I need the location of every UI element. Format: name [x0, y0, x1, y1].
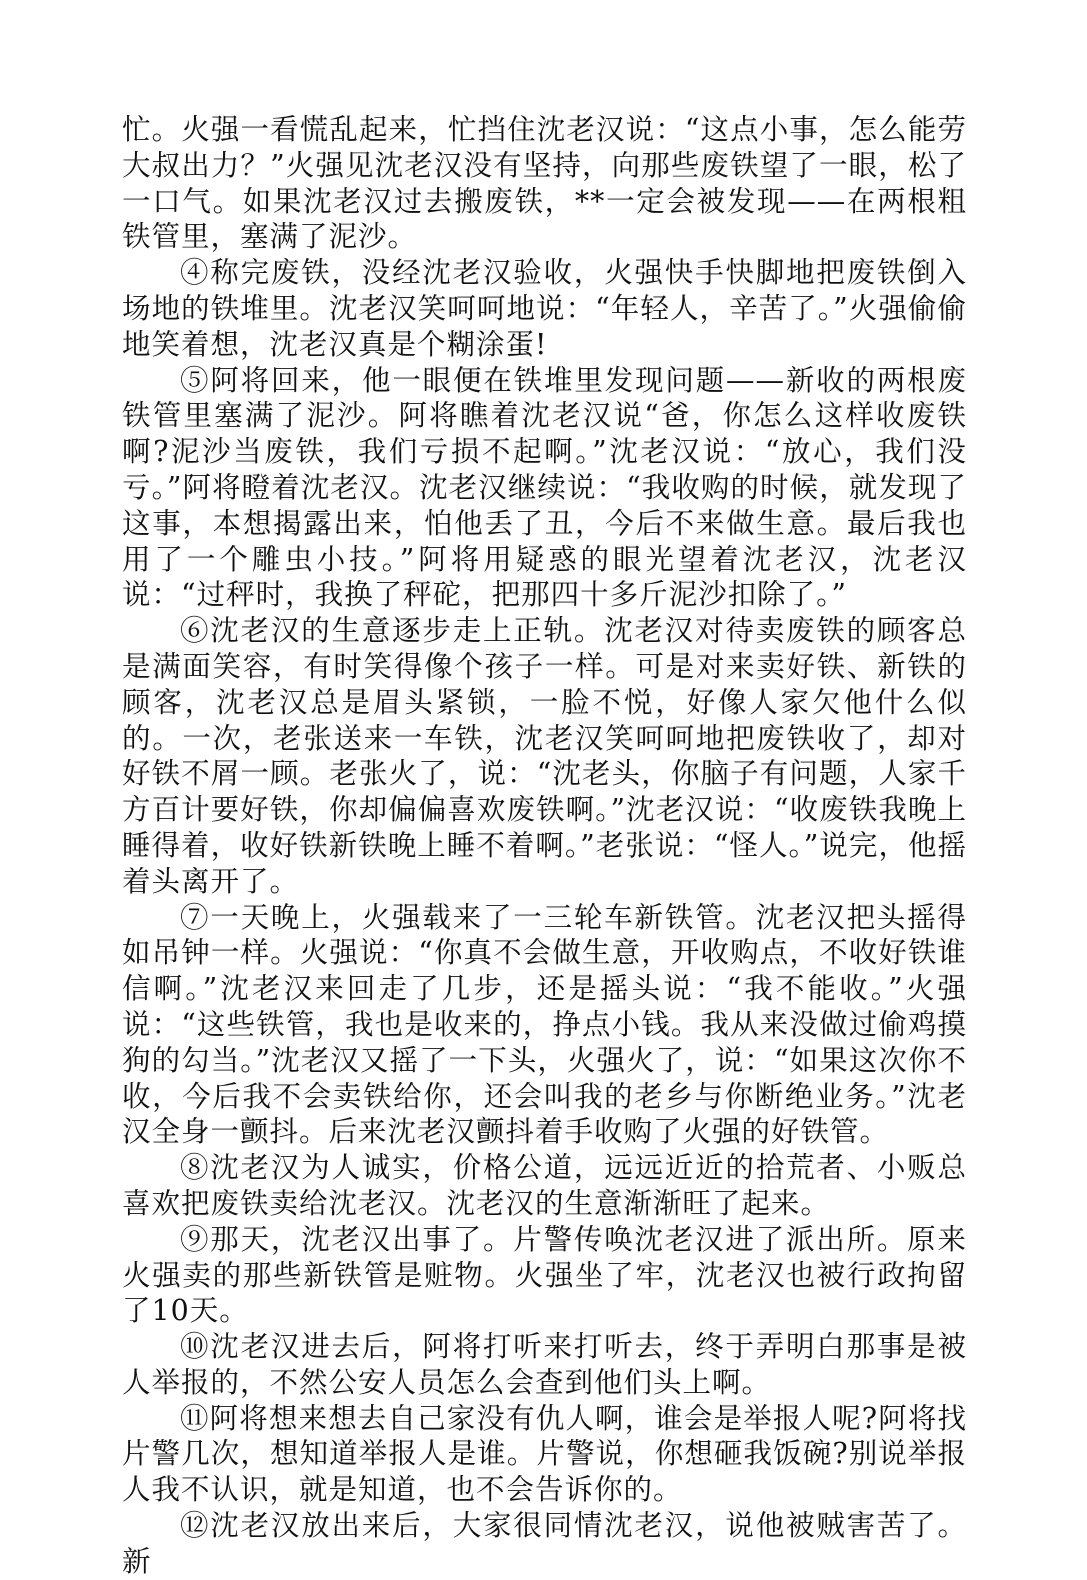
paragraph-4: ④称完废铁，没经沈老汉验收，火强快手快脚地把废铁倒入场地的铁堆里。沈老汉笑呵呵地说：“年轻人，辛苦了。”火强偷偷地笑着想，沈老汉真是个糊涂蛋!: [122, 256, 967, 361]
paragraph-6: ⑥沈老汉的生意逐步走上正轨。沈老汉对待卖废铁的顾客总是满面笑容，有时笑得像个孩子一样。可是对来卖好铁、新铁的顾客，沈老汉总是眉头紧锁，一脸不悦，好像人家欠他什么似的。一次，老张送来一车铁，沈老汉笑呵呵地把废铁收了，却对好铁不屑一顾。老张火了，说：“沈老头，你脑子有问题，人家千方百计要好铁，你却偏偏喜欢废铁啊。”沈老汉说：“收废铁我晚上睡得着，收好铁新铁晚上睡不着啊。”老张说：“怪人。”说完，他摇着头离开了。: [122, 614, 967, 898]
paragraph-11: ⑪阿将想来想去自己家没有仇人啊，谁会是举报人呢?阿将找片警几次，想知道举报人是谁。片警说，你想砸我饭碗?别说举报人我不认识，就是知道，也不会告诉你的。: [122, 1401, 967, 1507]
paragraph-12: ⑫沈老汉放出来后，大家很同情沈老汉，说他被贼害苦了。新: [122, 1509, 967, 1578]
paragraph-9: ⑨那天，沈老汉出事了。片警传唤沈老汉进了派出所。原来火强卖的那些新铁管是赃物。火强坐了牢，沈老汉也被行政拘留了10天。: [122, 1222, 967, 1328]
paragraph-10: ⑩沈老汉进去后，阿将打听来打听去，终于弄明白那事是被人举报的，不然公安人员怎么会查到他们头上啊。: [122, 1330, 967, 1399]
paragraph-7: ⑦一天晚上，火强载来了一三轮车新铁管。沈老汉把头摇得如吊钟一样。火强说：“你真不会做生意，开收购点，不收好铁谁信啊。”沈老汉来回走了几步，还是摇头说：“我不能收。”火强说：“这些铁管，我也是收来的，挣点小钱。我从来没做过偷鸡摸狗的勾当。”沈老汉又摇了一下头，火强火了，说：“如果这次你不收，今后我不会卖铁给你，还会叫我的老乡与你断绝业务。”沈老汉全身一颤抖。后来沈老汉颤抖着手收购了火强的好铁管。: [122, 900, 967, 1149]
paragraph-8: ⑧沈老汉为人诚实，价格公道，远远近近的拾荒者、小贩总喜欢把废铁卖给沈老汉。沈老汉的生意渐渐旺了起来。: [122, 1151, 967, 1220]
paragraph-continuation: 忙。火强一看慌乱起来，忙挡住沈老汉说：“这点小事，怎么能劳大叔出力？”火强见沈老汉没有坚持，向那些废铁望了一眼，松了一口气。如果沈老汉过去搬废铁，**一定会被发现——在两根粗铁管里，塞满了泥沙。: [122, 113, 967, 254]
paragraph-5: ⑤阿将回来，他一眼便在铁堆里发现问题——新收的两根废铁管里塞满了泥沙。阿将瞧着沈老汉说“爸，你怎么这样收废铁啊?泥沙当废铁，我们亏损不起啊。”沈老汉说：“放心，我们没亏。”阿将瞪着沈老汉。沈老汉继续说：“我收购的时候，就发现了这事，本想揭露出来，怕他丢了丑，今后不来做生意。最后我也用了一个雕虫小技。”阿将用疑惑的眼光望着沈老汉，沈老汉说：“过秤时，我换了秤砣，把那四十多斤泥沙扣除了。”: [122, 363, 968, 612]
